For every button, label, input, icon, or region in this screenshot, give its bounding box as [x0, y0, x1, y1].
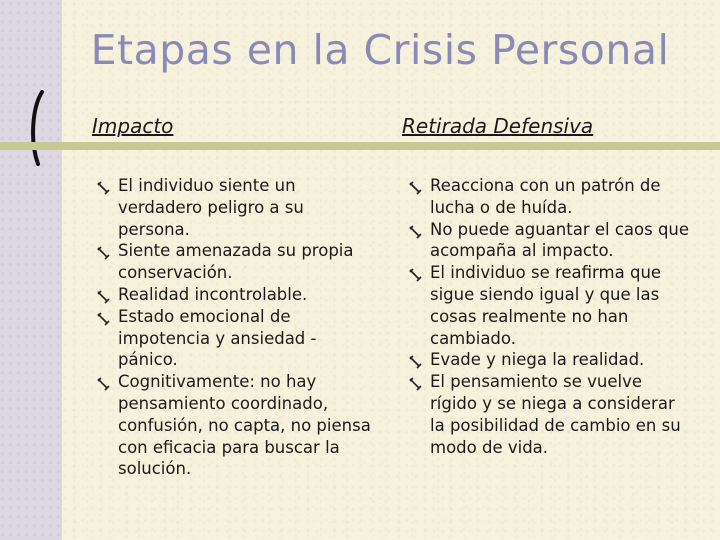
pin-bullet-icon	[408, 268, 422, 282]
list-item-text: Evade y niega la realidad.	[430, 350, 645, 370]
list-item	[92, 306, 372, 371]
list-item-text: Siente amenazada su propia conservación.	[118, 241, 354, 283]
pin-bullet-icon	[408, 377, 422, 391]
list-item	[92, 371, 372, 480]
column-heading-retirada-defensiva: Retirada Defensiva	[402, 114, 594, 138]
slide-title: Etapas en la Crisis Personal	[90, 26, 670, 74]
list-item	[92, 284, 372, 306]
pin-bullet-icon	[96, 181, 110, 195]
pin-bullet-icon	[96, 312, 110, 326]
list-item-text: Estado emocional de impotencia y ansiedad - pánico.	[118, 306, 317, 370]
list-item-text: El individuo siente un verdadero peligro a su persona.	[118, 176, 304, 239]
retirada-defensiva-list	[404, 175, 694, 458]
list-item-text: No puede aguantar el caos que acompaña al impacto.	[430, 219, 690, 261]
list-item	[404, 175, 694, 219]
list-item-text: Realidad incontrolable.	[118, 284, 308, 304]
column-heading-impacto: Impacto	[92, 114, 174, 138]
list-item	[404, 262, 694, 349]
decorative-side-band	[0, 0, 62, 540]
pin-bullet-icon	[408, 355, 422, 369]
list-item-text: Reacciona con un patrón de lucha o de huída.	[430, 176, 661, 217]
horizontal-rule	[0, 142, 720, 150]
list-item	[92, 175, 372, 240]
pin-bullet-icon	[96, 246, 110, 260]
pin-bullet-icon	[96, 290, 110, 304]
list-item-text: El pensamiento se vuelve rígido y se niega a considerar la posibilidad de cambio en su modo de vida.	[430, 372, 681, 457]
list-item	[404, 371, 694, 458]
list-item	[404, 349, 694, 371]
pin-bullet-icon	[96, 377, 110, 391]
list-item	[404, 219, 694, 263]
list-item-text: El individuo se reafirma que sigue siendo igual y que las cosas realmente no han cambiado.	[430, 263, 662, 348]
pin-bullet-icon	[408, 225, 422, 239]
pin-bullet-icon	[408, 181, 422, 195]
list-item	[92, 240, 372, 284]
list-item-text: Cognitivamente: no hay pensamiento coordinado, confusión, no capta, no piensa con eficacia para buscar la solución.	[118, 372, 371, 479]
bracket-decoration-icon	[28, 90, 56, 166]
impacto-list	[92, 175, 372, 480]
